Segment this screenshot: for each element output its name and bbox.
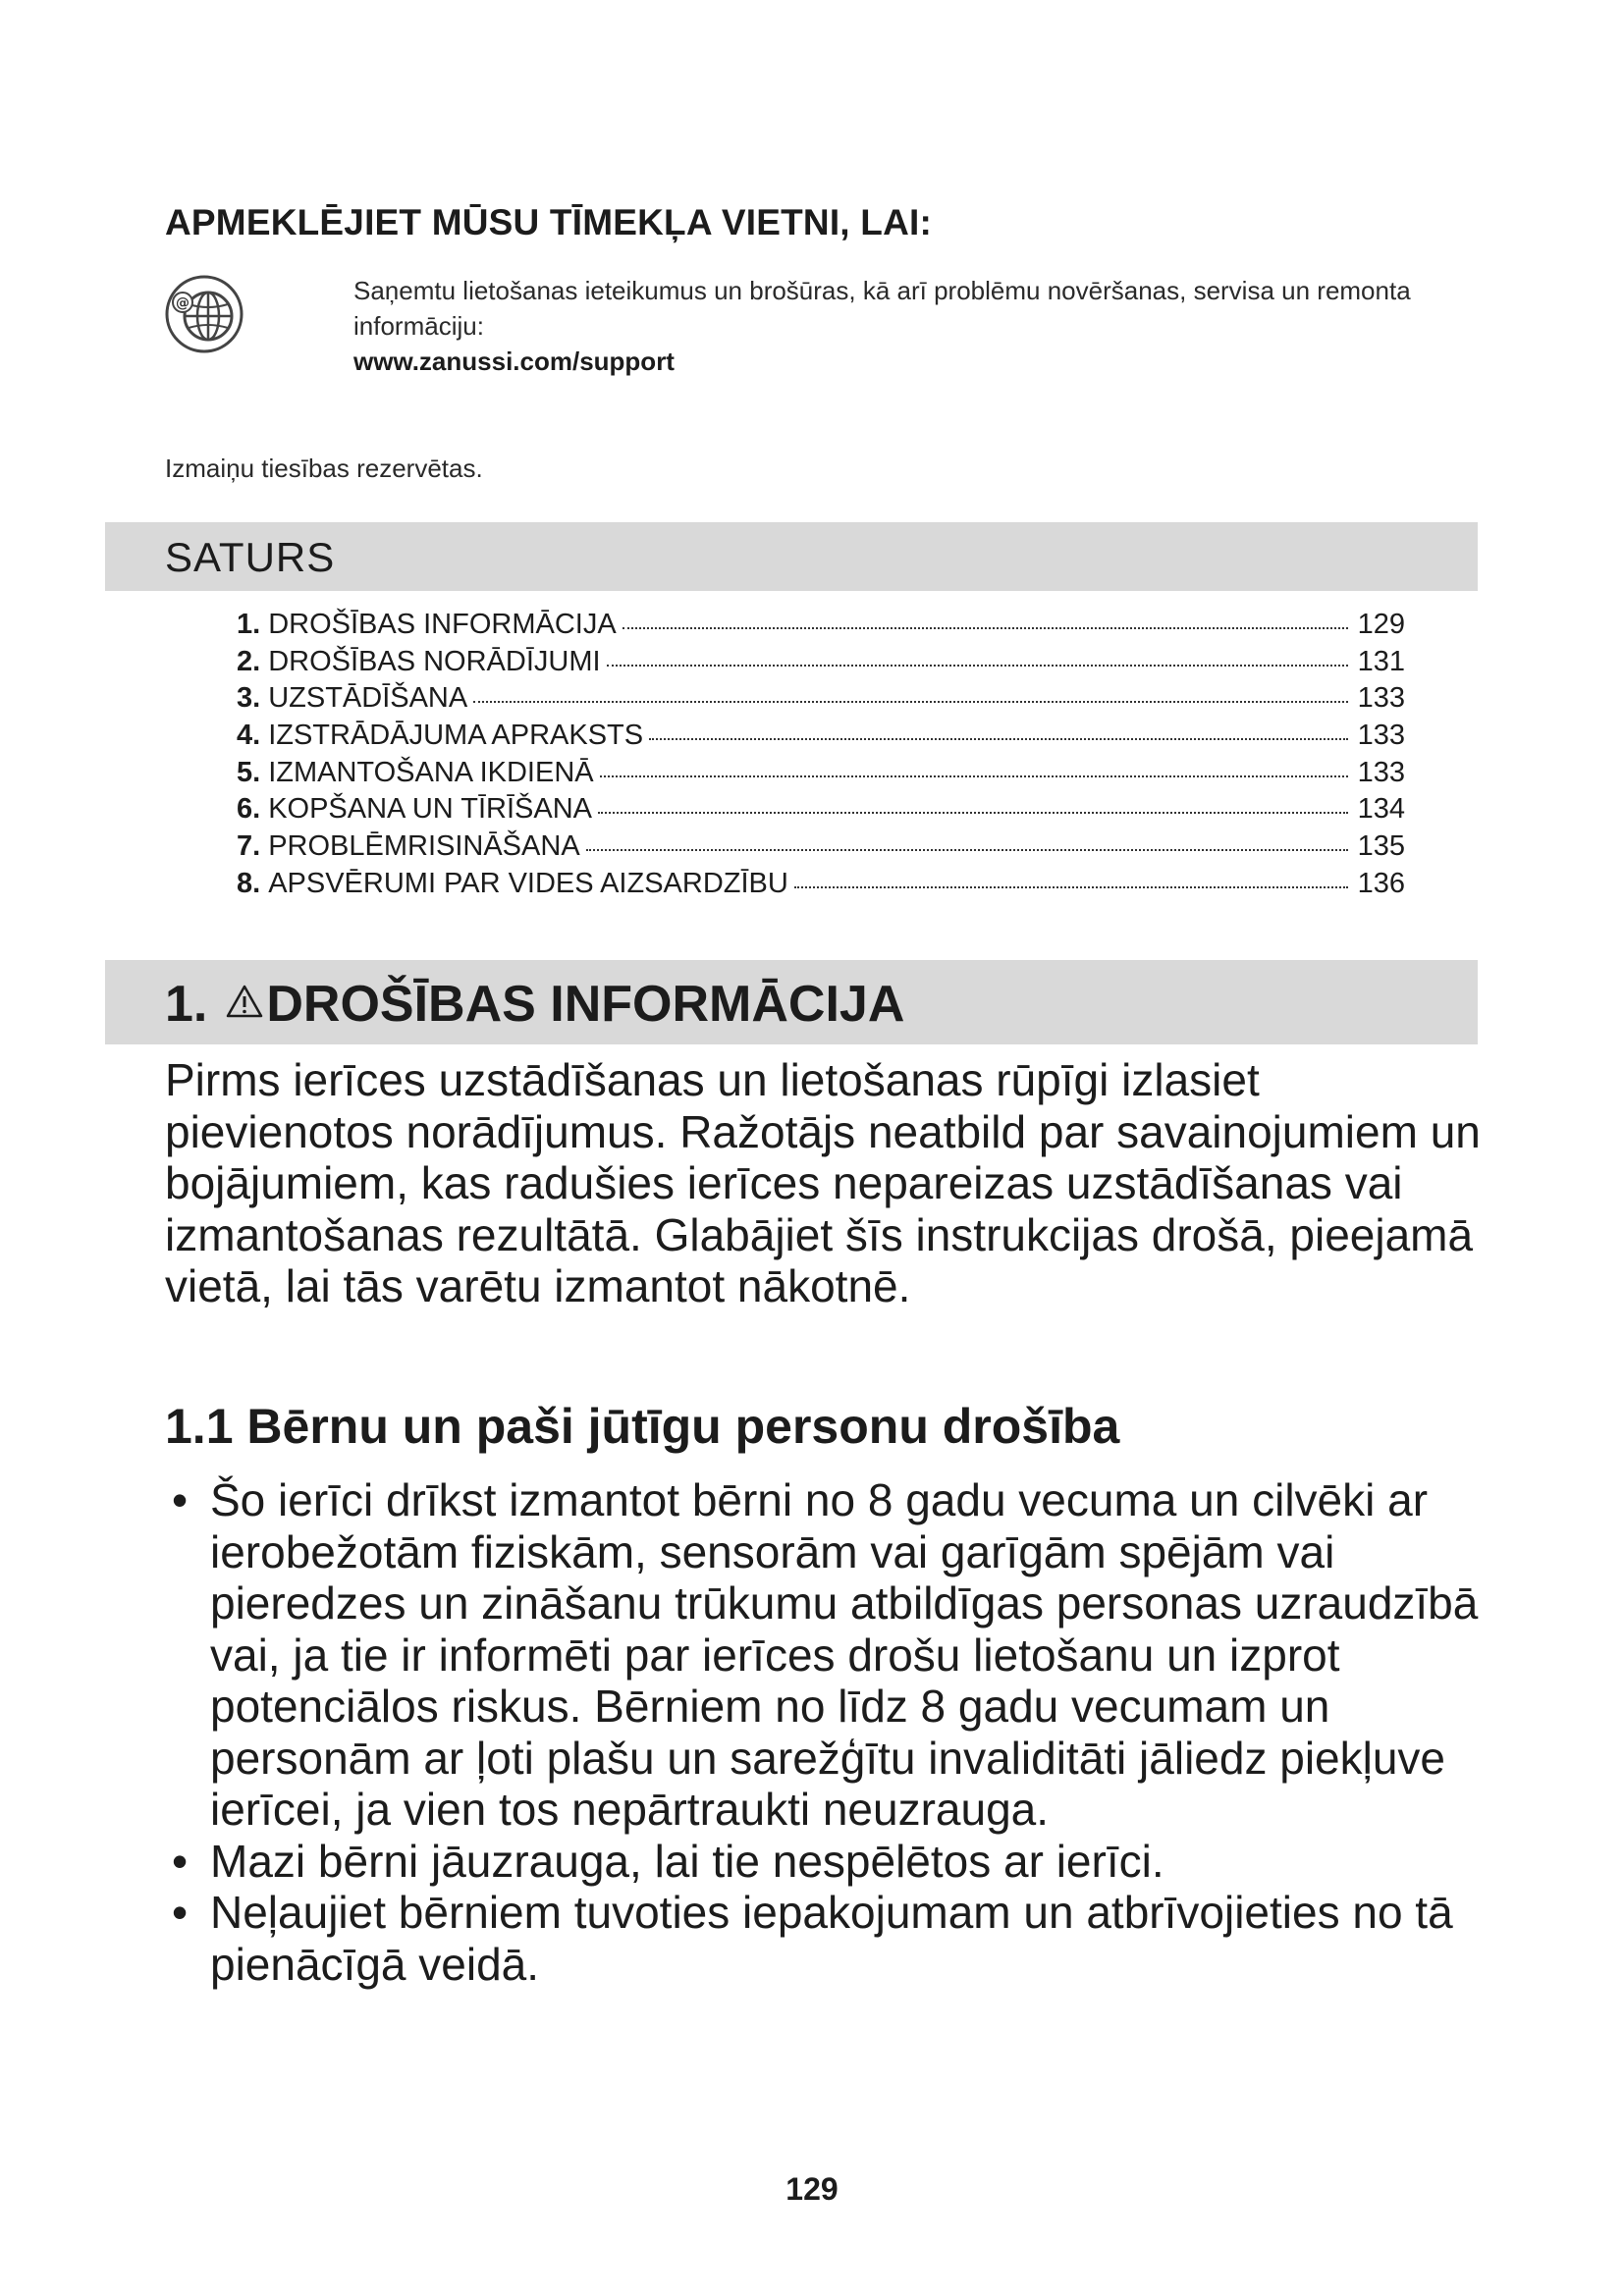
toc-dot-leader: [598, 812, 1348, 814]
section-number: 1.: [165, 976, 208, 1033]
toc-entry-number: 6.: [237, 793, 261, 826]
toc-entry-label: IZMANTOŠANA IKDIENĀ: [268, 756, 594, 788]
toc-dot-leader: [794, 886, 1348, 888]
toc-entry-number: 7.: [237, 830, 261, 863]
toc-dot-leader: [586, 849, 1348, 851]
section-title-text: DROŠĪBAS INFORMĀCIJA: [266, 976, 905, 1033]
bullet-marker: •: [171, 1835, 189, 1887]
visit-description-text: Saņemtu lietošanas ieteikumus un brošūras, kā arī problēmu novēršanas, servisa un remonta informāciju:: [353, 276, 1411, 341]
toc-dot-leader: [607, 665, 1348, 667]
list-item: [165, 1474, 1481, 1836]
visit-website-heading: APMEKLĒJIET MŪSU TĪMEKĻA VIETNI, LAI:: [165, 202, 932, 242]
toc-dot-leader: [600, 775, 1348, 777]
toc-entry-page: 133: [1357, 720, 1405, 752]
toc-entry-page: 133: [1357, 682, 1405, 715]
safety-bullet-list: [165, 1474, 1481, 1990]
toc-entry-number: 8.: [237, 867, 261, 899]
toc-entry-number: 5.: [237, 756, 261, 788]
toc-entry[interactable]: [237, 793, 1405, 830]
toc-dot-leader: [623, 627, 1348, 629]
toc-entry-page: 131: [1357, 645, 1405, 677]
toc-entry[interactable]: [237, 682, 1405, 720]
svg-text:@: @: [176, 295, 189, 311]
toc-entry-number: 1.: [237, 609, 261, 640]
toc-entry-label: APSVĒRUMI PAR VIDES AIZSARDZĪBU: [268, 867, 788, 899]
toc-entry-label: KOPŠANA UN TĪRĪŠANA: [268, 793, 593, 826]
list-item-text: Neļaujiet bērniem tuvoties iepakojumam un atbrīvojieties no tā pienācīgā veidā.: [210, 1887, 1453, 1990]
rights-reserved-notice: Izmaiņu tiesības rezervētas.: [165, 454, 483, 483]
support-url-link[interactable]: www.zanussi.com/support: [353, 347, 675, 376]
page-number: 129: [785, 2171, 839, 2207]
toc-entry[interactable]: [237, 830, 1405, 868]
section-header-band: [105, 960, 1478, 1044]
list-item-text: Mazi bērni jāuzrauga, lai tie nespēlētos ar ierīci.: [210, 1835, 1164, 1887]
toc-entry-page: 136: [1357, 867, 1405, 899]
visit-description: [353, 273, 1492, 379]
toc-entry-label: PROBLĒMRISINĀŠANA: [268, 830, 580, 863]
toc-entry[interactable]: [237, 720, 1405, 757]
bullet-marker: •: [171, 1887, 189, 1938]
toc-entry[interactable]: [237, 868, 1405, 905]
bullet-marker: •: [171, 1474, 189, 1525]
list-item: [165, 1887, 1481, 1990]
toc-entry-page: 129: [1357, 609, 1405, 640]
list-item: [165, 1836, 1481, 1888]
toc-entry-label: DROŠĪBAS INFORMĀCIJA: [268, 609, 617, 640]
section-title: [165, 975, 904, 1034]
toc-entry-number: 2.: [237, 645, 261, 677]
toc-entry-label: IZSTRĀDĀJUMA APRAKSTS: [268, 720, 644, 752]
toc-entry[interactable]: [237, 757, 1405, 794]
toc-dot-leader: [649, 738, 1348, 740]
toc-entry-label: DROŠĪBAS NORĀDĪJUMI: [268, 645, 601, 677]
toc-entry-page: 135: [1357, 830, 1405, 863]
subsection-heading: 1.1 Bērnu un paši jūtīgu personu drošība: [165, 1399, 1120, 1454]
toc-header-band: [105, 522, 1478, 591]
section-intro-paragraph: Pirms ierīces uzstādīšanas un lietošanas rūpīgi izlasiet pievienotos norādījumus. Ražotājs neatbild par savainojumiem un bojājumiem, kas radušies ierīces nepareizas uzstādīšanas vai izmantošanas rezultātā. Glabājiet šīs instrukcijas drošā, pieejamā vietā, lai tās varētu izmantot nākotnē.: [165, 1054, 1481, 1311]
toc-entry-number: 3.: [237, 682, 261, 715]
table-of-contents: [237, 609, 1405, 905]
toc-entry-label: UZSTĀDĪŠANA: [268, 682, 468, 715]
toc-entry-page: 134: [1357, 793, 1405, 826]
toc-entry-page: 133: [1357, 756, 1405, 788]
toc-entry[interactable]: [237, 609, 1405, 646]
toc-entry[interactable]: [237, 646, 1405, 683]
toc-title: SATURS: [165, 534, 336, 580]
toc-entry-number: 4.: [237, 720, 261, 752]
globe-web-icon: [163, 273, 245, 355]
toc-dot-leader: [473, 701, 1348, 703]
list-item-text: Šo ierīci drīkst izmantot bērni no 8 gadu vecuma un cilvēki ar ierobežotām fiziskām, sensorām vai garīgām spējām vai pieredzes un zināšanu trūkumu atbildīgas personas uzraudzībā vai, ja tie ir informēti par ierīces drošu lietošanu un izprot potenciālos riskus. Bērniem no līdz 8 gadu vecumam un personām ar ļoti plašu un sarežģītu invaliditāti jāliedz piekļuve ierīcei, ja vien tos nepārtraukti neuzrauga.: [210, 1474, 1479, 1835]
warning-triangle-icon: [225, 984, 264, 1019]
